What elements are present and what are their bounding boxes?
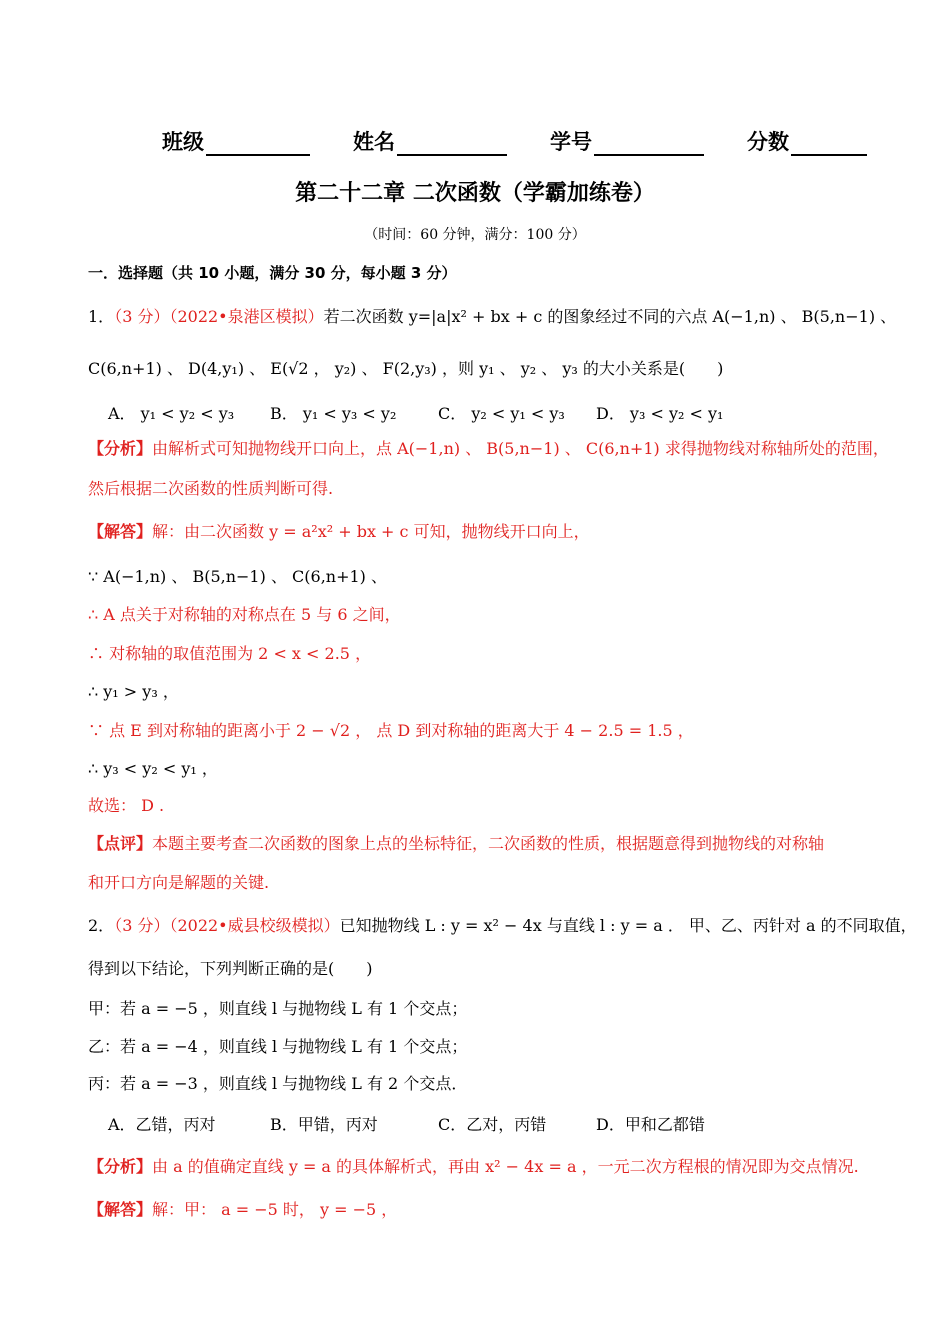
q1-step-2: ∴ A 点关于对称轴的对称点在 5 与 6 之间， (88, 605, 401, 624)
q1-option-b[interactable]: B． y₁ < y₃ < y₂ (270, 404, 397, 423)
score-blank[interactable] (791, 130, 867, 156)
q2-option-d[interactable]: D．甲和乙都错 (596, 1115, 705, 1134)
q2-stem-line1 (88, 915, 917, 937)
q1-options (108, 401, 723, 424)
q2-statement-1: 甲：若 a = −5 ，则直线 l 与抛物线 L 有 1 个交点； (88, 999, 468, 1018)
class-blank[interactable] (206, 130, 310, 156)
q2-options (108, 1112, 705, 1135)
name-field[interactable] (353, 126, 507, 156)
q1-stem-text1: 若二次函数 y=|a|x² + bx + c 的图象经过不同的六点 A(−1,n) 、 B(5,n−1) 、 (323, 307, 897, 326)
q1-solution-line1 (88, 521, 590, 543)
q2-option-c[interactable]: C．乙对，丙错 (438, 1115, 547, 1134)
q1-step-4: ∴ y₁ > y₃ ， (88, 682, 179, 701)
q1-solution-text1: 由二次函数 y = a²x² + bx + c 可知，抛物线开口向上， (184, 522, 590, 541)
student-info-row (162, 126, 867, 156)
q1-analysis-line2: 然后根据二次函数的性质判断可得. (88, 479, 334, 498)
q1-analysis-text1: 由解析式可知抛物线开口向上，点 A(−1,n) 、 B(5,n−1) 、 C(6,n+1) 求得抛物线对称轴所处的范围， (152, 439, 889, 458)
q1-step-6: ∴ y₃ < y₂ < y₁ ， (88, 759, 218, 778)
q1-comment-text1: 本题主要考查二次函数的图象上点的坐标特征，二次函数的性质，根据题意得到抛物线的对称轴 (152, 834, 825, 853)
q2-analysis-line1 (88, 1156, 859, 1178)
q2-statement-2: 乙：若 a = −4 ，则直线 l 与抛物线 L 有 1 个交点； (88, 1037, 468, 1056)
section-heading: 一．选择题（共 10 小题，满分 30 分，每小题 3 分） (88, 264, 457, 282)
q1-solution-tag: 【解答】 (88, 522, 153, 541)
q2-option-b[interactable]: B．甲错，丙对 (270, 1115, 378, 1134)
name-blank[interactable] (397, 130, 507, 156)
score-label: 分数 (747, 130, 789, 154)
q1-analysis-line1 (88, 438, 889, 460)
q1-step-5: ∵ 点 E 到对称轴的距离小于 2 − √2 ， 点 D 到对称轴的距离大于 4 − 2.5 = 1.5 ， (88, 721, 694, 740)
q1-step-1: ∵ A(−1,n) 、 B(5,n−1) 、 C(6,n+1) 、 (88, 567, 387, 586)
page-subtitle: （时间：60 分钟，满分：100 分） (364, 227, 586, 243)
q2-statement-3: 丙：若 a = −3 ，则直线 l 与抛物线 L 有 2 个交点． (88, 1074, 468, 1093)
q2-analysis-tag: 【分析】 (88, 1157, 153, 1176)
student-id-label: 学号 (550, 130, 592, 154)
q1-option-a[interactable]: A． y₁ < y₂ < y₃ (108, 404, 235, 423)
student-id-field[interactable] (550, 126, 704, 156)
q1-option-c[interactable]: C． y₂ < y₁ < y₃ (438, 404, 565, 423)
q1-source: （3 分）（2022•泉港区模拟） (114, 307, 324, 326)
q1-option-d[interactable]: D． y₃ < y₂ < y₁ (596, 404, 724, 423)
q2-solution-text1: 解：甲： a = −5 时， y = −5 ， (152, 1200, 398, 1219)
q2-source: （3 分）（2022•威县校级模拟） (114, 916, 340, 935)
q2-solution-tag: 【解答】 (88, 1200, 153, 1219)
class-label: 班级 (162, 130, 204, 154)
q1-comment-tag: 【点评】 (88, 834, 153, 853)
q2-stem-line2: 得到以下结论，下列判断正确的是( ) (88, 959, 373, 978)
q1-comment-line2: 和开口方向是解题的关键. (88, 873, 270, 892)
q1-comment-line1 (88, 833, 824, 855)
student-id-blank[interactable] (594, 130, 704, 156)
q1-stem-line1 (88, 306, 896, 328)
q1-number: 1． (88, 307, 115, 326)
name-label: 姓名 (353, 130, 395, 154)
class-field[interactable] (162, 126, 310, 156)
q2-option-a[interactable]: A．乙错，丙对 (108, 1115, 216, 1134)
q1-analysis-tag: 【分析】 (88, 439, 153, 458)
page-title: 第二十二章 二次函数（学霸加练卷） (295, 181, 655, 206)
q1-step-3: ∴ 对称轴的取值范围为 2 < x < 2.5 ， (88, 644, 372, 663)
q2-solution-line1 (88, 1199, 397, 1221)
q2-stem-text1: 已知抛物线 L : y = x² − 4x 与直线 l : y = a ． 甲、乙、丙针对 a 的不同取值， (339, 916, 917, 935)
q1-solution-intro: 解： (152, 522, 185, 541)
q1-stem-line2: C(6,n+1) 、 D(4,y₁) 、 E(√2 ， y₂) 、 F(2,y₃) ，则 y₁ 、 y₂ 、 y₃ 的大小关系是( ) (88, 359, 724, 378)
score-field[interactable] (747, 126, 867, 156)
q2-analysis-text1: 由 a 的值确定直线 y = a 的具体解析式，再由 x² − 4x = a ，一元二次方程根的情况即为交点情况. (152, 1157, 859, 1176)
q1-answer: 故选： D . (88, 796, 165, 815)
q2-number: 2． (88, 916, 115, 935)
